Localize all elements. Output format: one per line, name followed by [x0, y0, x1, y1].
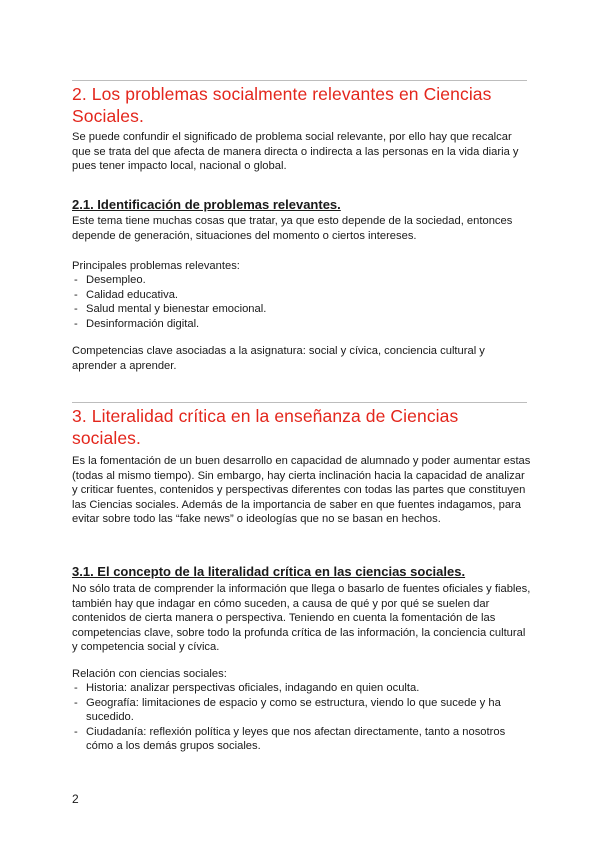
subsection-3-1-heading: 3.1. El concepto de la literalidad crítica en las ciencias sociales.	[72, 564, 466, 579]
list-item: - Geografía: limitaciones de espacio y como se estructura, viendo lo que sucede y ha sucedido.	[72, 696, 532, 725]
section-3-heading: 3. Literalidad crítica en la enseñanza de Ciencias sociales.	[72, 406, 459, 448]
page-number: 2	[72, 792, 79, 806]
list-item: - Desempleo.	[72, 273, 532, 288]
section-divider	[72, 80, 527, 81]
subsection-2-1-text: Este tema tiene muchas cosas que tratar, ya que esto depende de la sociedad, entonces depende de generación, situaciones del momento o ciertos intereses.	[72, 215, 513, 242]
relation-list	[72, 681, 532, 754]
list-item: - Calidad educativa.	[72, 288, 532, 303]
key-competences-text: Competencias clave asociadas a la asignatura: social y cívica, conciencia cultural y aprender a aprender.	[72, 345, 485, 372]
section-divider	[72, 402, 527, 403]
subsection-2-1-heading: 2.1. Identificación de problemas relevantes.	[72, 197, 341, 212]
subsection-3-1-text: No sólo trata de comprender la información que llega o basarlo de fuentes oficiales y fiables, también hay que indagar en cómo suceden, a causa de qué y por qué se suelen dar contenidos de cierta manera o perspectiva. Teniendo en cuenta la fomentación de las competencias clave, sobre todo la profunda crítica de las información, la conciencia cultural y competencia social y cívica.	[72, 583, 531, 653]
problems-list	[72, 273, 532, 331]
section-3-intro: Es la fomentación de un buen desarrollo en capacidad de alumnado y poder aumentar estas (todas al mismo tiempo). Sin embargo, hay cierta inclinación hacia la capacidad de analizar y criticar fuentes, contenidos y perspectivas diferentes con todas las partes que constituyen las Ciencias sociales. Además de la importancia de saber en que fuentes indagamos, para evitar sobre todo las “fake news” o ideologías que no se basan en hechos.	[72, 455, 531, 525]
relation-list-intro: Relación con ciencias sociales:	[72, 668, 227, 680]
problems-list-intro: Principales problemas relevantes:	[72, 260, 240, 272]
list-item: - Ciudadanía: reflexión política y leyes que nos afectan directamente, tanto a nosotros cómo a los demás grupos sociales.	[72, 725, 532, 754]
list-item: - Desinformación digital.	[72, 317, 532, 332]
section-2-heading: 2. Los problemas socialmente relevantes en Ciencias Sociales.	[72, 84, 492, 126]
section-2-intro: Se puede confundir el significado de problema social relevante, por ello hay que recalcar que se trata del que afecta de manera directa o indirecta a las personas en la vida diaria y pues tener impacto local, nacional o global.	[72, 131, 519, 172]
list-item: - Historia: analizar perspectivas oficiales, indagando en quien oculta.	[72, 681, 532, 696]
list-item: - Salud mental y bienestar emocional.	[72, 302, 532, 317]
